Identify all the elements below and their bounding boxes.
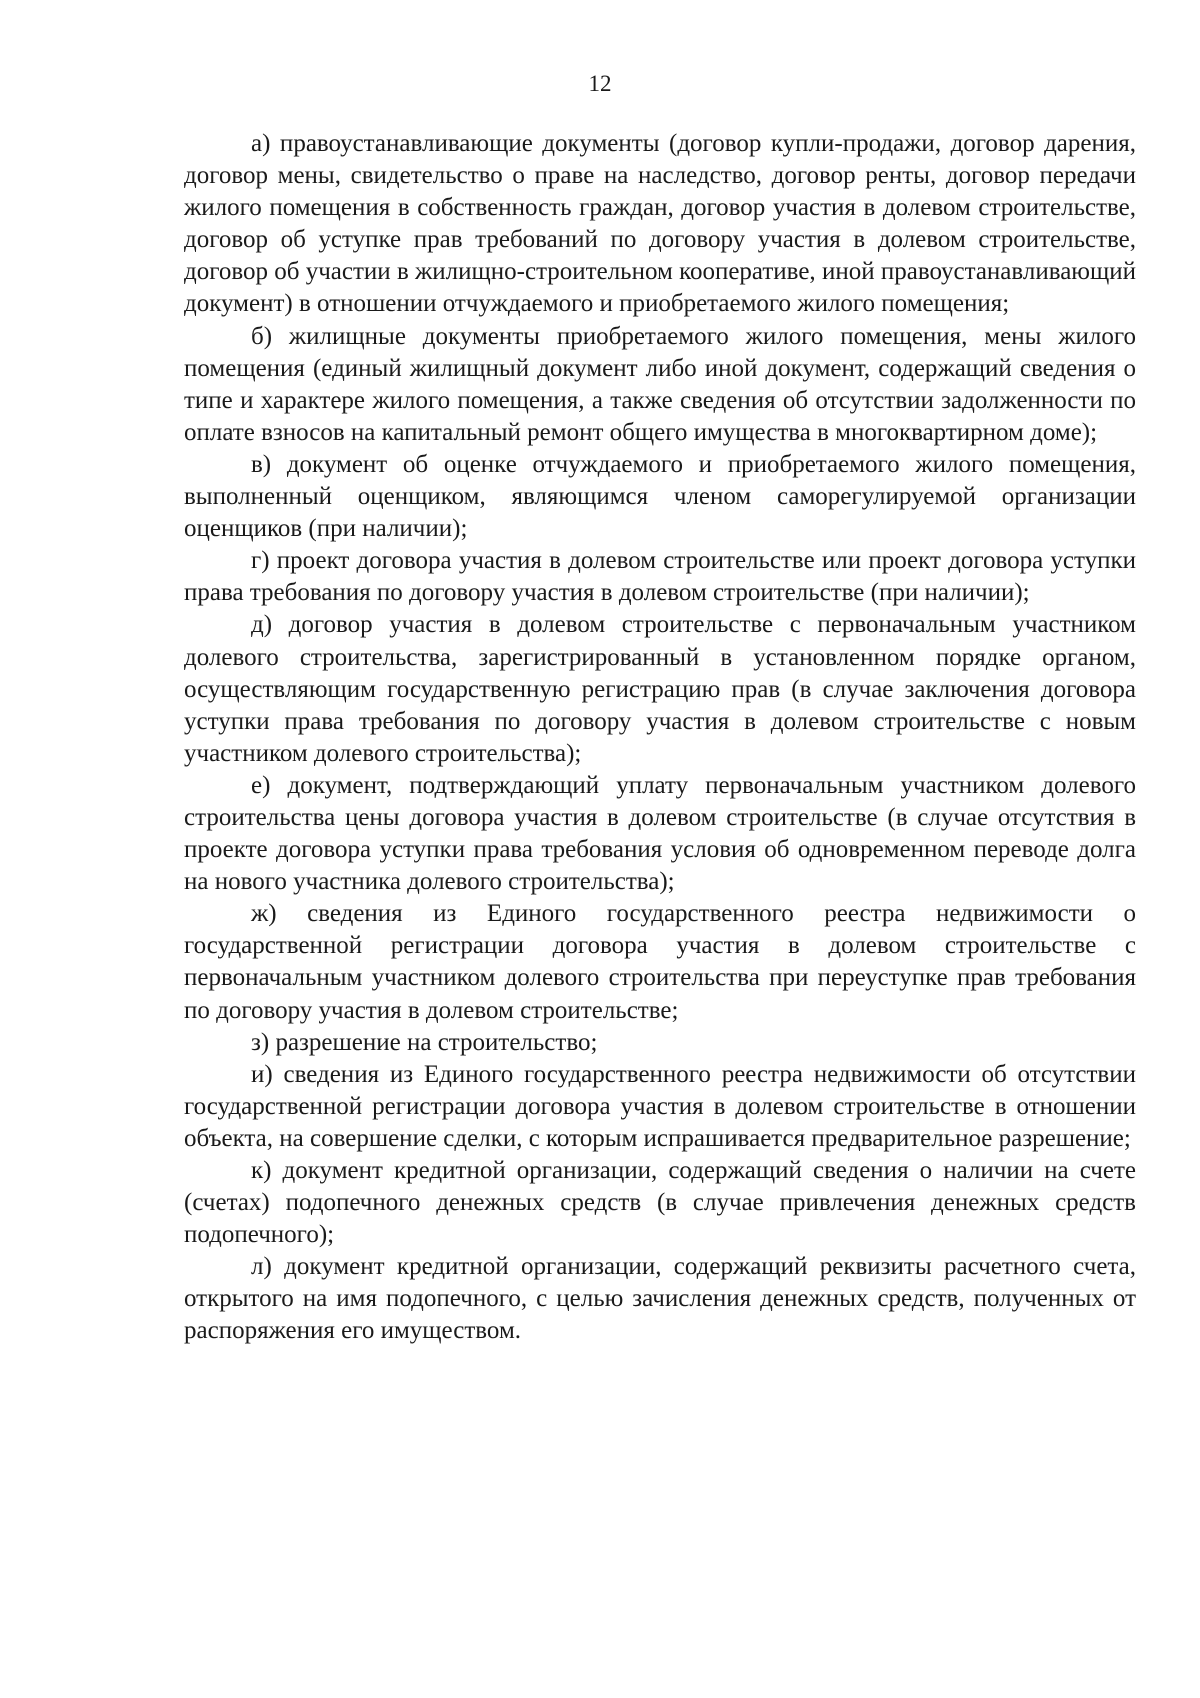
list-item-d: д) договор участия в долевом строительстве с первоначальным участником долевого строительства, зарегистрированный в установленном порядке органом, осуществляющим государственную регистрацию прав (в случае заключения договора уступки права требования по договору участия в долевом строительстве с новым участником долевого строительства); (184, 611, 1136, 767)
page-number: 12 (588, 71, 612, 96)
list-item-zh: ж) сведения из Единого государственного реестра недвижимости о государственной регистрации договора участия в долевом строительстве с первоначальным участником долевого строительства при переуступке прав требования по договору участия в долевом строительстве; (184, 900, 1136, 1024)
list-item-a: а) правоустанавливающие документы (договор купли-продажи, договор дарения, договор мены, свидетельство о праве на наследство, договор ренты, договор передачи жилого помещения в собственность граждан, договор участия в долевом строительстве, договор об уступке прав требований по договору участия в долевом строительстве, договор об участии в жилищно-строительном кооперативе, иной правоустанавливающий документ) в отношении отчуждаемого и приобретаемого жилого помещения; (184, 130, 1136, 318)
list-item-k: к) документ кредитной организации, содержащий сведения о наличии на счете (счетах) подопечного денежных средств (в случае привлечения денежных средств подопечного); (184, 1157, 1136, 1249)
list-item-v: в) документ об оценке отчуждаемого и приобретаемого жилого помещения, выполненный оценщиком, являющимся членом саморегулируемой организации оценщиков (при наличии); (184, 450, 1136, 543)
list-item-z: з) разрешение на строительство; (251, 1028, 598, 1056)
document-body (184, 128, 1136, 1348)
list-item-b: б) жилищные документы приобретаемого жилого помещения, мены жилого помещения (единый жилищный документ либо иной документ, содержащий сведения о типе и характере жилого помещения, а также сведения об отсутствии задолженности по оплате взносов на капитальный ремонт общего имущества в многоквартирном доме); (184, 322, 1136, 446)
list-item-g: г) проект договора участия в долевом строительстве или проект договора уступки права требования по договору участия в долевом строительстве (при наличии); (184, 547, 1136, 607)
list-item-i: и) сведения из Единого государственного реестра недвижимости об отсутствии государственной регистрации договора участия в долевом строительстве в отношении объекта, на совершение сделки, с которым испрашивается предварительное разрешение; (184, 1060, 1136, 1152)
list-item-e: е) документ, подтверждающий уплату первоначальным участником долевого строительства цены договора участия в долевом строительстве (в случае отсутствия в проекте договора уступки права требования условия об одновременном переводе долга на нового участника долевого строительства); (184, 771, 1136, 896)
list-item-l: л) документ кредитной организации, содержащий реквизиты расчетного счета, открытого на имя подопечного, с целью зачисления денежных средств, полученных от распоряжения его имуществом. (184, 1253, 1136, 1345)
